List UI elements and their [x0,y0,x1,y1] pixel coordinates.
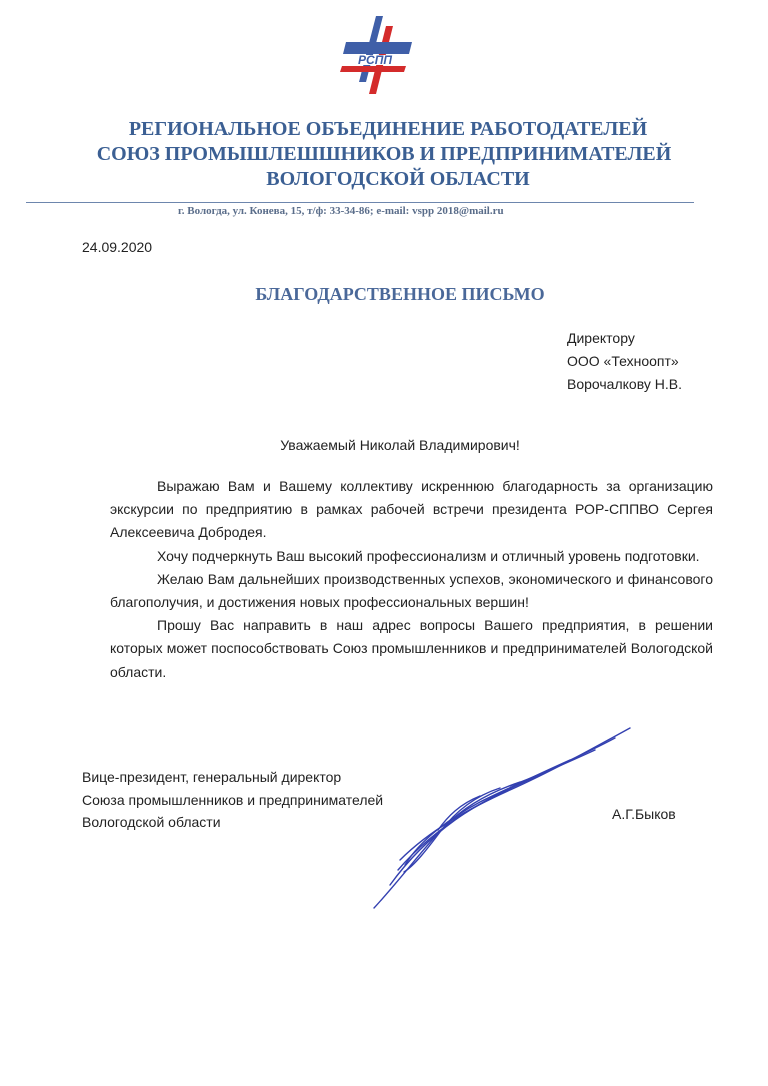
organization-name [0,117,768,192]
recipient-block [567,327,682,396]
letter-body [110,475,713,684]
contact-address: г. Вологда, ул. Конева, 15, т/ф: 33-34-86; e-mail: vspp 2018@mail.ru [178,205,504,217]
body-paragraph: Желаю Вам дальнейших производственных успехов, экономического и финансового благополучия, и достижения новых профессиональных вершин! [110,570,713,611]
body-paragraph: Выражаю Вам и Вашему коллективу искреннюю благодарность за организацию экскурсии по предприятию в рамках рабочей встречи президента РОР-СППВО Сергея Алексеевича Добродея. [110,478,713,541]
org-line-3: ВОЛОГОДСКОЙ ОБЛАСТИ [266,168,530,190]
salutation: Уважаемый Николай Владимирович! [280,437,520,453]
signer-title-line: Вологодской области [82,814,221,830]
org-line-1: РЕГИОНАЛЬНОЕ ОБЪЕДИНЕНИЕ РАБОТОДАТЕЛЕЙ [128,118,648,140]
handwritten-signature [360,720,650,915]
body-paragraph: Хочу подчеркнуть Ваш высокий профессионализм и отличный уровень подготовки. [157,547,700,564]
recipient-company: ООО «Технoопт» [567,353,679,369]
body-paragraph: Прошу Вас направить в наш адрес вопросы Вашего предприятия, в решении которых может поспособствовать Союз промышленников и предпринимателей Вологодской области. [110,617,713,680]
rspp-logo [336,16,416,94]
header-divider [26,202,694,203]
signer-block [82,766,383,834]
signer-name: А.Г.Быков [612,806,676,822]
letter-date: 24.09.2020 [82,239,153,255]
recipient-name: Ворочалкову Н.В. [567,376,682,392]
signer-title-line: Союза промышленников и предпринимателей [82,791,384,808]
recipient-position: Директору [567,330,635,346]
org-line-2: СОЮЗ ПРОМЫШЛЕШШНИКОВ И ПРЕДПРИНИМАТЕЛЕЙ [96,143,672,165]
document-title: БЛАГОДАРСТВЕННОЕ ПИСЬМО [255,284,545,304]
svg-text:РСПП: РСПП [358,53,392,67]
signer-title-line: Вице-президент, генеральный директор [82,769,342,785]
